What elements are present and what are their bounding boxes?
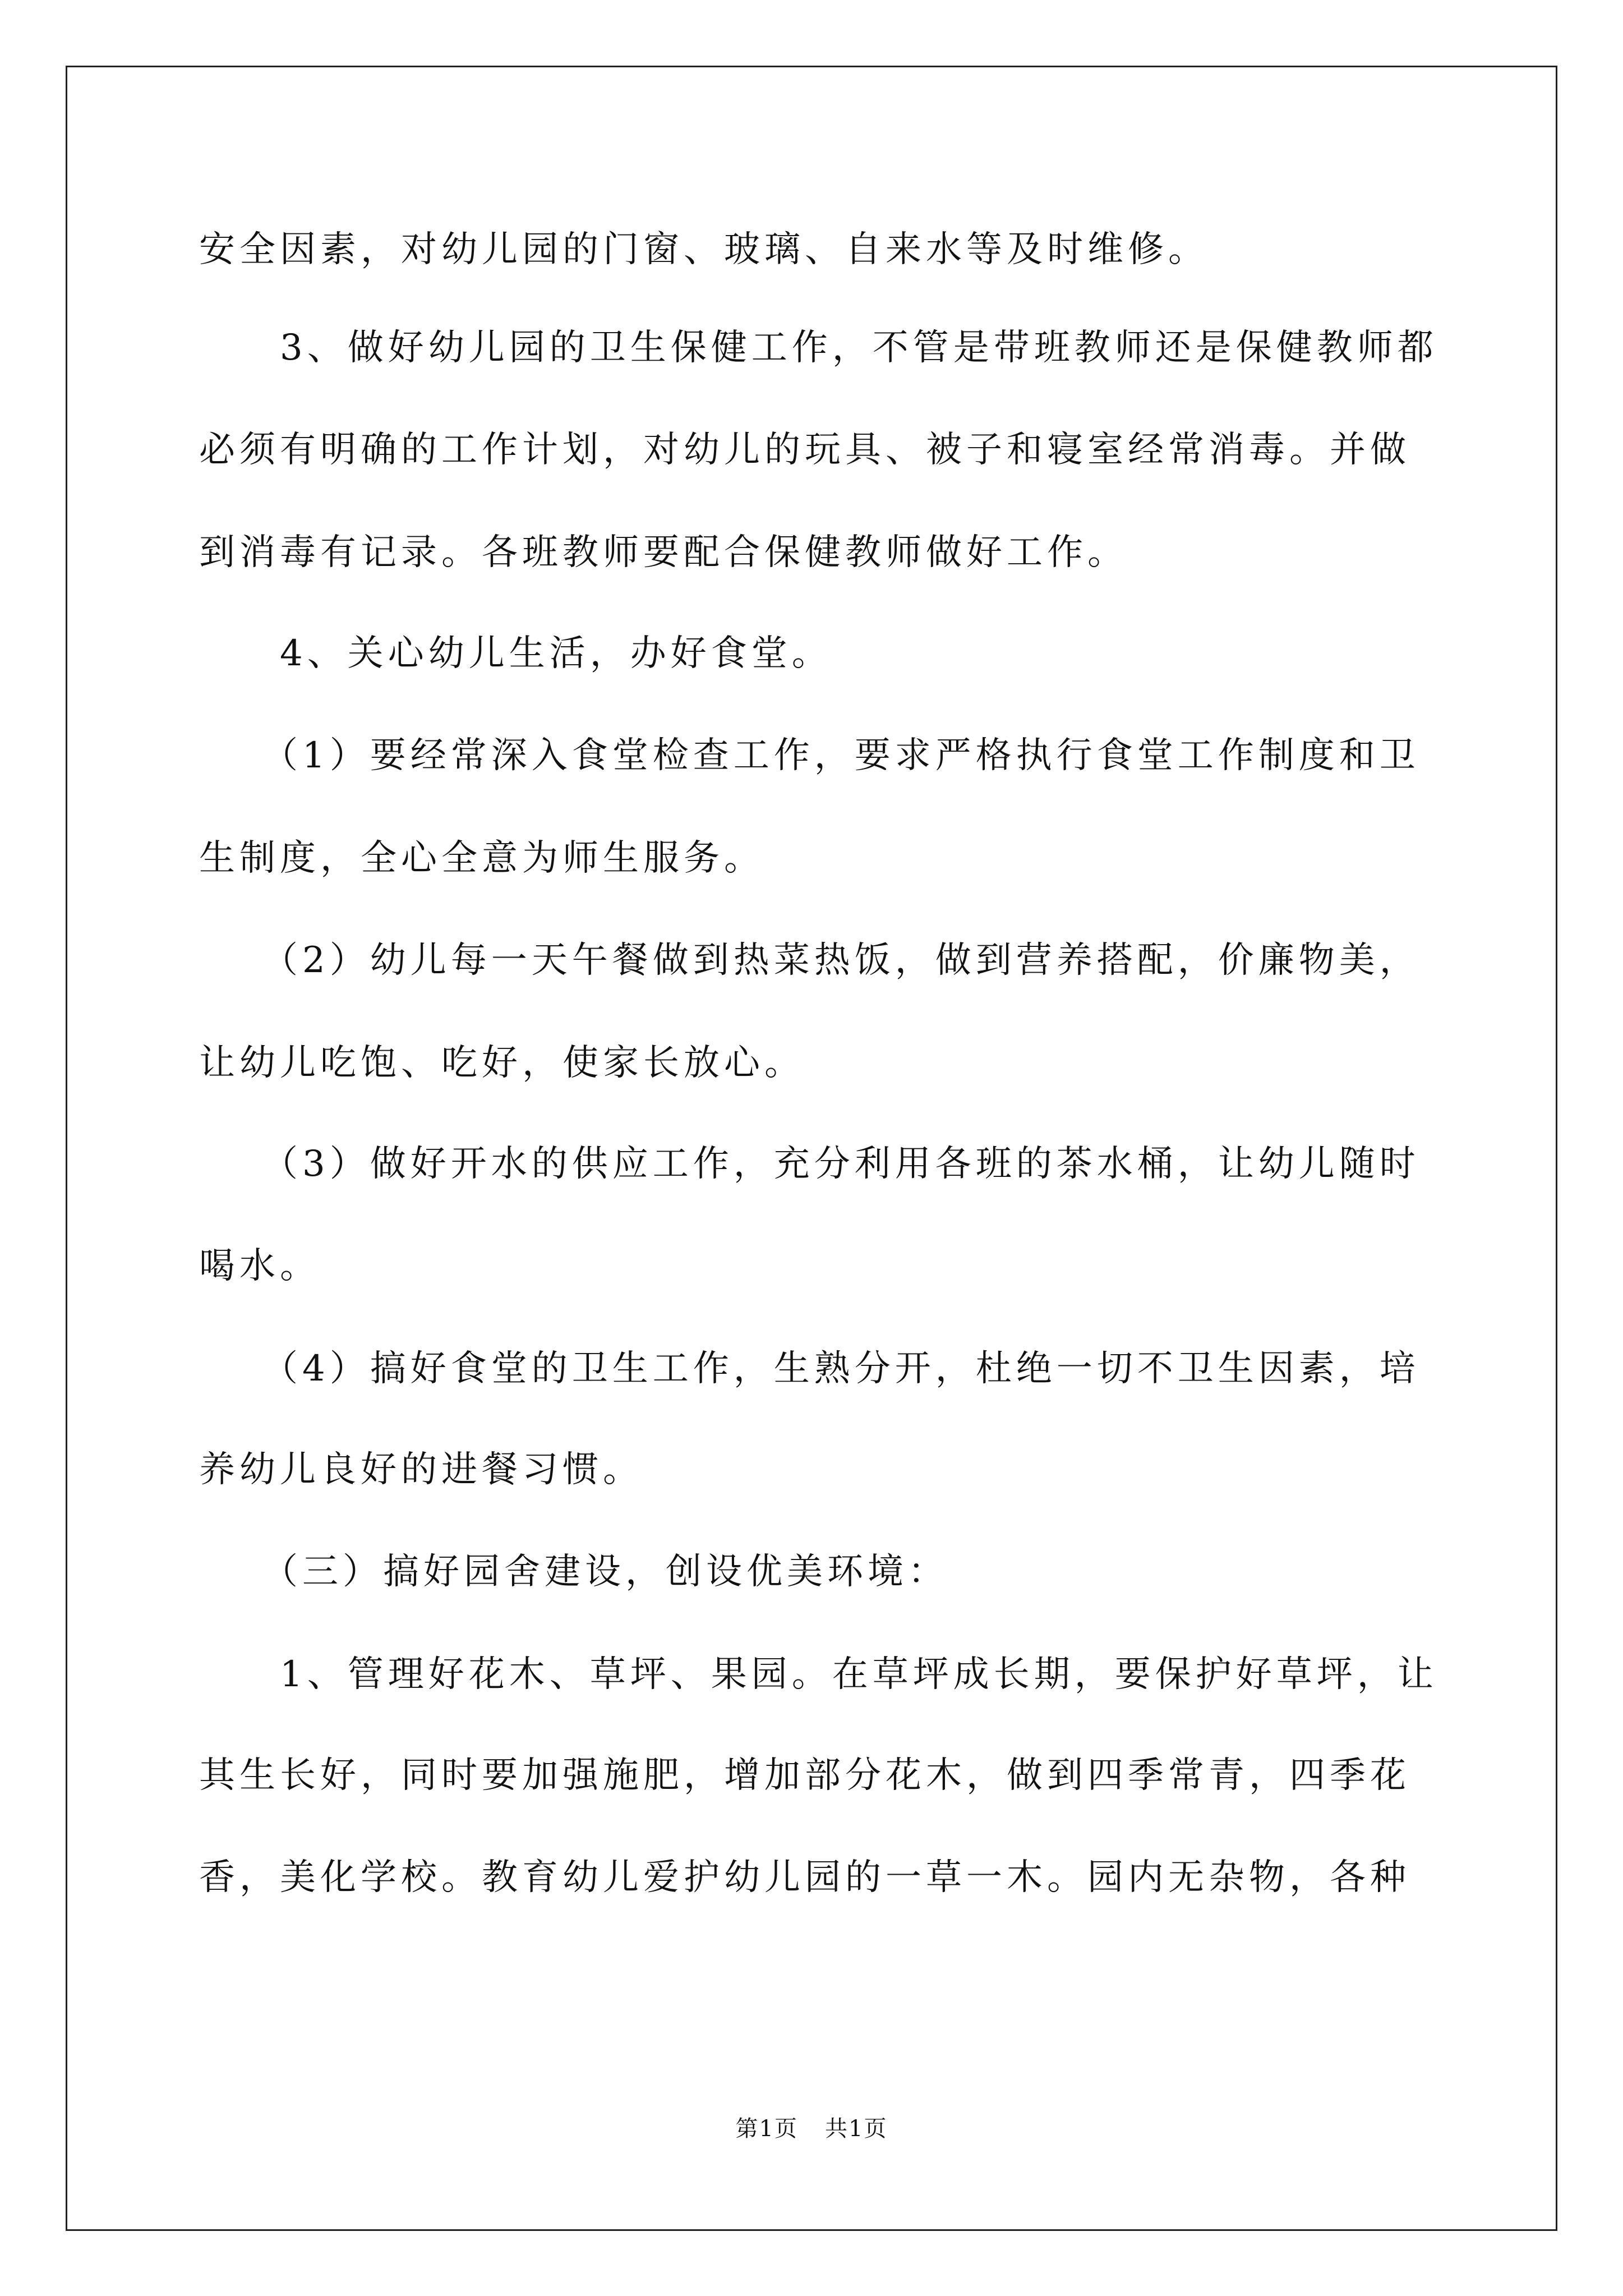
page-footer <box>0 2115 1623 2143</box>
text-line: 养幼儿良好的进餐习惯。 <box>199 1449 643 1490</box>
text-line: （4）搞好食堂的卫生工作，生熟分开，杜绝一切不卫生因素，培 <box>199 1348 1420 1389</box>
text-line: 3、做好幼儿园的卫生保健工作，不管是带班教师还是保健教师都 <box>199 327 1438 369</box>
text-line: 让幼儿吃饱、吃好，使家长放心。 <box>199 1042 805 1084</box>
text-line: 其生长好，同时要加强施肥，增加部分花木，做到四季常青，四季花 <box>199 1755 1410 1796</box>
text-line: 安全因素，对幼儿园的门窗、玻璃、自来水等及时维修。 <box>199 229 1209 270</box>
text-line: （2）幼儿每一天午餐做到热菜热饭，做到营养搭配，价廉物美， <box>199 940 1420 981</box>
text-line: 1、管理好花木、草坪、果园。在草坪成长期，要保护好草坪，让 <box>199 1654 1438 1695</box>
text-line: 生制度，全心全意为师生服务。 <box>199 838 764 879</box>
page-number: 第1页 <box>735 2116 798 2142</box>
text-line: 必须有明确的工作计划，对幼儿的玩具、被子和寝室经常消毒。并做 <box>199 429 1410 471</box>
page-total: 共1页 <box>825 2116 888 2142</box>
text-line: 香，美化学校。教育幼儿爱护幼儿园的一草一木。园内无杂物，各种 <box>199 1857 1410 1898</box>
text-line: （1）要经常深入食堂检查工作，要求严格执行食堂工作制度和卫 <box>199 735 1420 776</box>
text-line: （3）做好开水的供应工作，充分利用各班的茶水桶，让幼儿随时 <box>199 1143 1420 1185</box>
text-line: 喝水。 <box>199 1245 320 1287</box>
text-line: 到消毒有记录。各班教师要配合保健教师做好工作。 <box>199 532 1128 573</box>
text-line: 4、关心幼儿生活，办好食堂。 <box>199 633 832 674</box>
text-line: （三）搞好园舍建设，创设优美环境： <box>199 1551 948 1593</box>
